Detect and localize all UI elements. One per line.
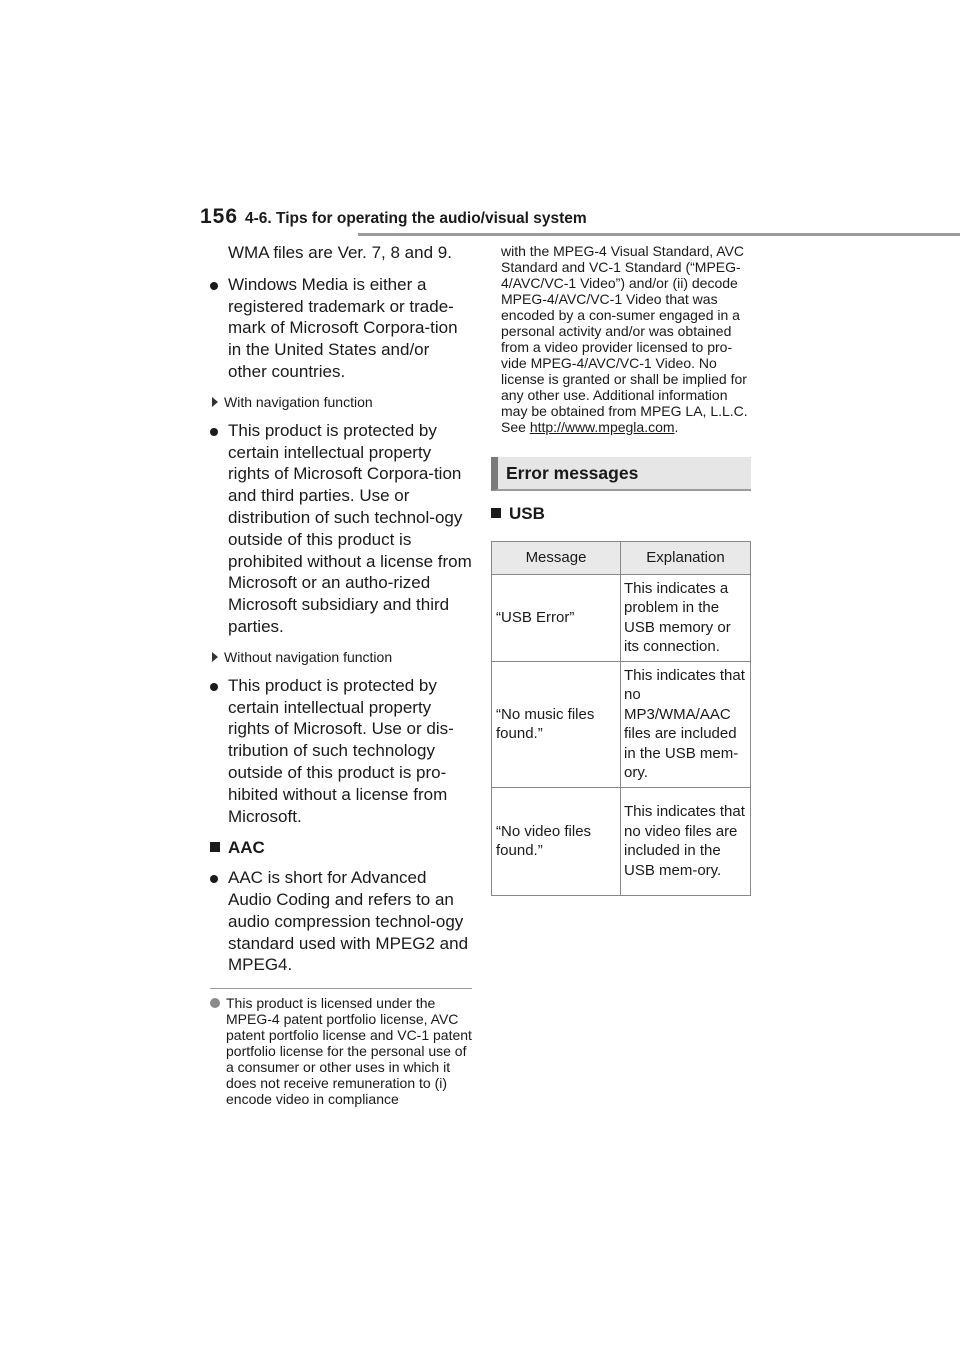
bullet-dot-icon — [210, 428, 218, 436]
sub-heading-text: Without navigation function — [224, 648, 393, 665]
note-continuation-text: with the MPEG-4 Visual Standard, AVC Standard and VC-1 Standard (“MPEG-4/AVC/VC-1 Video”) and/or (ii) decode MPEG-4/AVC/VC-1 Video that was encoded by a con-sumer engaged in a personal activity and/or was obtained from a video provider licensed to pro-vide MPEG-4/AVC/VC-1 Video. No license is granted or shall be implied for any other use. Additional information may be obtained from MPEG LA, L.L.C. See — [501, 243, 748, 435]
triangle-right-icon — [212, 652, 218, 662]
table-row — [492, 787, 751, 895]
bullet-dot-icon — [210, 683, 218, 691]
right-column — [491, 243, 751, 896]
table-header-row — [492, 541, 751, 574]
mpegla-link[interactable]: http://www.mpegla.com — [529, 419, 675, 435]
bullet-text: AAC is short for Advanced Audio Coding and refers to an audio compression technol-ogy standard used with MPEG2 and MPEG4. — [228, 868, 469, 975]
note-end-punct: . — [674, 419, 679, 435]
message-cell: “No video files found.” — [492, 787, 621, 895]
sub-heading-text: With navigation function — [224, 393, 373, 410]
sub-heading-with-navigation — [210, 393, 472, 411]
bullet-without-navigation — [210, 675, 472, 828]
triangle-right-icon — [212, 397, 218, 407]
explanation-cell: This indicates that no video files are included in the USB mem-ory. — [621, 787, 751, 895]
bullet-text: This product is protected by certain intellectual property rights of Microsoft. Use or dis-tribution of such technology outside of this product is pro-hibited without a license from Microsoft. — [228, 675, 454, 826]
aac-heading-text: AAC — [228, 838, 265, 858]
error-messages-heading: Error messages — [491, 457, 751, 491]
bullet-with-navigation — [210, 420, 472, 638]
square-bullet-icon — [491, 508, 501, 518]
header-rule — [358, 233, 960, 236]
message-cell: “USB Error” — [492, 574, 621, 661]
bullet-text: This product is protected by certain intellectual property rights of Microsoft Corpora-tion and third parties. Use or distribution of such technol-ogy outside of this product is prohibited without a license from Microsoft or an autho-rized Microsoft subsidiary and third parties. — [228, 420, 472, 636]
table-row — [492, 661, 751, 787]
chapter-title: 4-6. Tips for operating the audio/visual system — [245, 210, 587, 227]
license-note — [210, 995, 472, 1107]
note-divider — [210, 988, 472, 989]
column-header-explanation: Explanation — [621, 541, 751, 574]
note-circle-icon — [210, 998, 220, 1008]
bullet-text: Windows Media is either a registered trademark or trade-mark of Microsoft Corpora-tion in the United States and/or other countries. — [228, 274, 458, 381]
column-header-message: Message — [492, 541, 621, 574]
note-text: This product is licensed under the MPEG-4 patent portfolio license, AVC patent portfolio license and VC-1 patent portfolio license for the personal use of a consumer or other uses in which it does not receive remuneration to (i) encode video in compliance — [226, 995, 472, 1108]
license-note-continuation — [491, 243, 751, 435]
table-row — [492, 574, 751, 661]
usb-heading-text: USB — [509, 504, 545, 523]
message-cell: “No music files found.” — [492, 661, 621, 787]
left-column — [210, 242, 472, 1107]
usb-heading — [491, 503, 751, 525]
bullet-dot-icon — [210, 875, 218, 883]
sub-heading-without-navigation — [210, 648, 472, 666]
bullet-dot-icon — [210, 282, 218, 290]
page-header — [200, 200, 800, 236]
aac-heading — [210, 837, 472, 859]
page-number: 156 — [200, 205, 239, 228]
square-bullet-icon — [210, 842, 220, 852]
explanation-cell: This indicates that no MP3/WMA/AAC files are included in the USB mem-ory. — [621, 661, 751, 787]
bullet-aac — [210, 867, 472, 976]
error-messages-table — [491, 541, 751, 896]
explanation-cell: This indicates a problem in the USB memory or its connection. — [621, 574, 751, 661]
bullet-windows-media — [210, 274, 472, 383]
wma-continuation: WMA files are Ver. 7, 8 and 9. — [228, 243, 452, 262]
